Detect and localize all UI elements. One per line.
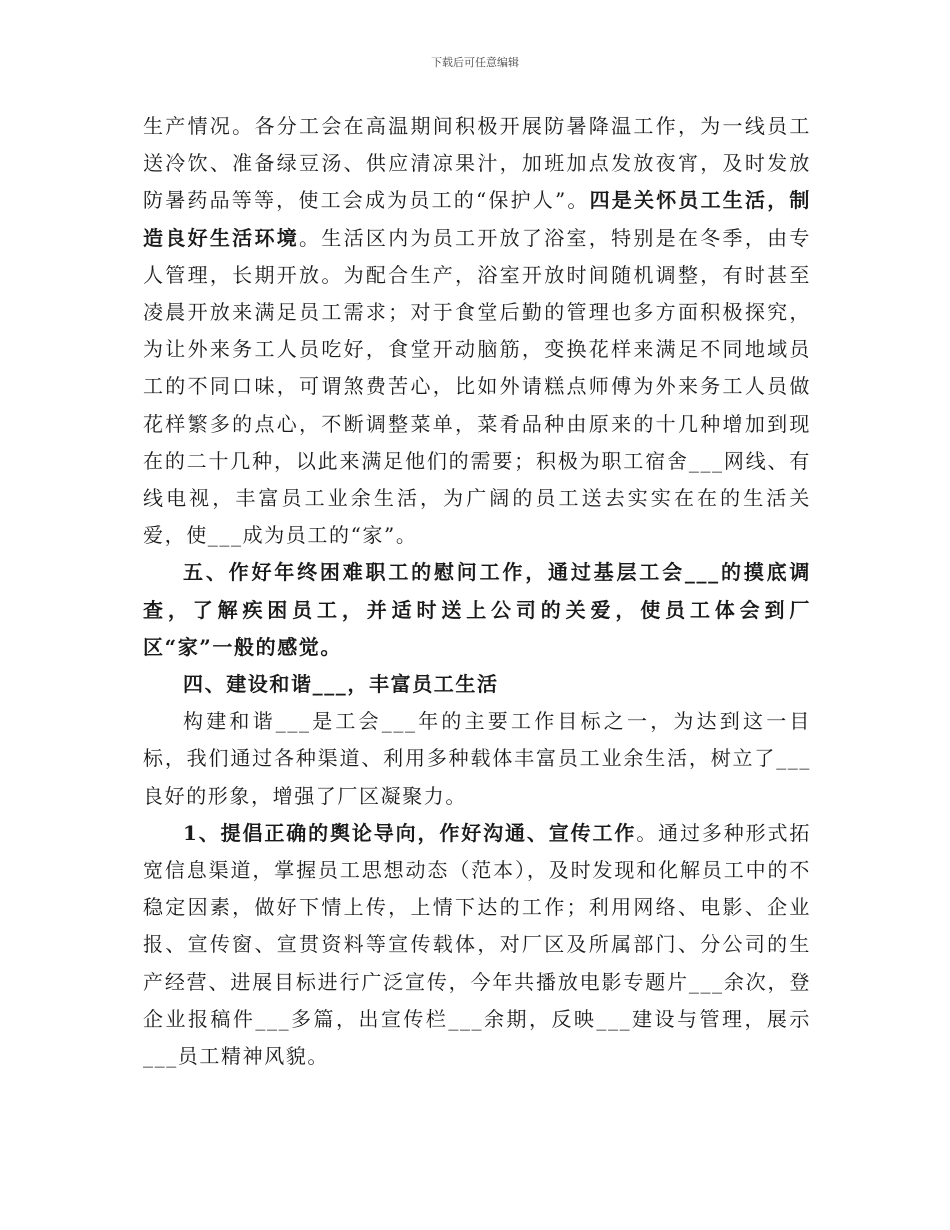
paragraph-publicity: [143, 815, 811, 1075]
bold-heading-living-care: 四是关怀员工生活，制造良好生活环境: [143, 188, 811, 250]
paragraph-living-care: [143, 108, 811, 554]
section-four-heading: 四、建设和谐___，丰富员工生活: [183, 672, 499, 697]
bold-heading-publicity: 1、提倡正确的舆论导向，作好沟通、宣传工作: [183, 820, 637, 845]
page-header: 下载后可任意编辑: [431, 56, 519, 69]
paragraph-text: 。生活区内为员工开放了浴室，特别是在冬季，由专人管理，长期开放。为配合生产，浴室开放时间随机调整，有时甚至凌晨开放来满足员工需求；对于食堂后勤的管理也多方面积极探究，为让外来务工人员吃好，食堂开动脑筋，变换花样来满足不同地域员工的不同口味，可谓煞费苦心，比如外请糕点师傅为外来务工人员做花样繁多的点心，不断调整菜单，菜肴品种由原来的十几种增加到现在的二十几种，以此来满足他们的需要；积极为职工宿舍___网线、有线电视，丰富员工业余生活，为广阔的员工送去实实在在的生活关爱，使___成为员工的“家”。: [143, 225, 811, 548]
paragraph-text: 。通过多种形式拓宽信息渠道，掌握员工思想动态（范本），及时发现和化解员工中的不稳定因素，做好下情上传，上情下达的工作；利用网络、电影、企业报、宣传窗、宣贯资料等宣传载体，对厂区及所属部门、分公司的生产经营、进展目标进行广泛宣传，今年共播放电影专题片___余次，登企业报稿件___多篇，出宣传栏___余期，反映___建设与管理，展示___员工精神风貌。: [143, 820, 811, 1069]
section-five-heading: 五、作好年终困难职工的慰问工作，通过基层工会___的摸底调查，了解疾困员工，并适时送上公司的关爱，使员工体会到厂区“家”一般的感觉。: [143, 560, 811, 659]
paragraph-text: 生产情况。各分工会在高温期间积极开展防暑降温工作，为一线员工送冷饮、准备绿豆汤、供应清凉果汁，加班加点发放夜宵，及时发放防暑药品等等，使工会成为员工的“保护人”。: [143, 114, 811, 213]
document-body: [143, 108, 811, 1075]
paragraph-harmony: 构建和谐___是工会___年的主要工作目标之一，为达到这一目标，我们通过各种渠道、利用多种载体丰富员工业余生活，树立了___良好的形象，增强了厂区凝聚力。: [143, 709, 811, 808]
